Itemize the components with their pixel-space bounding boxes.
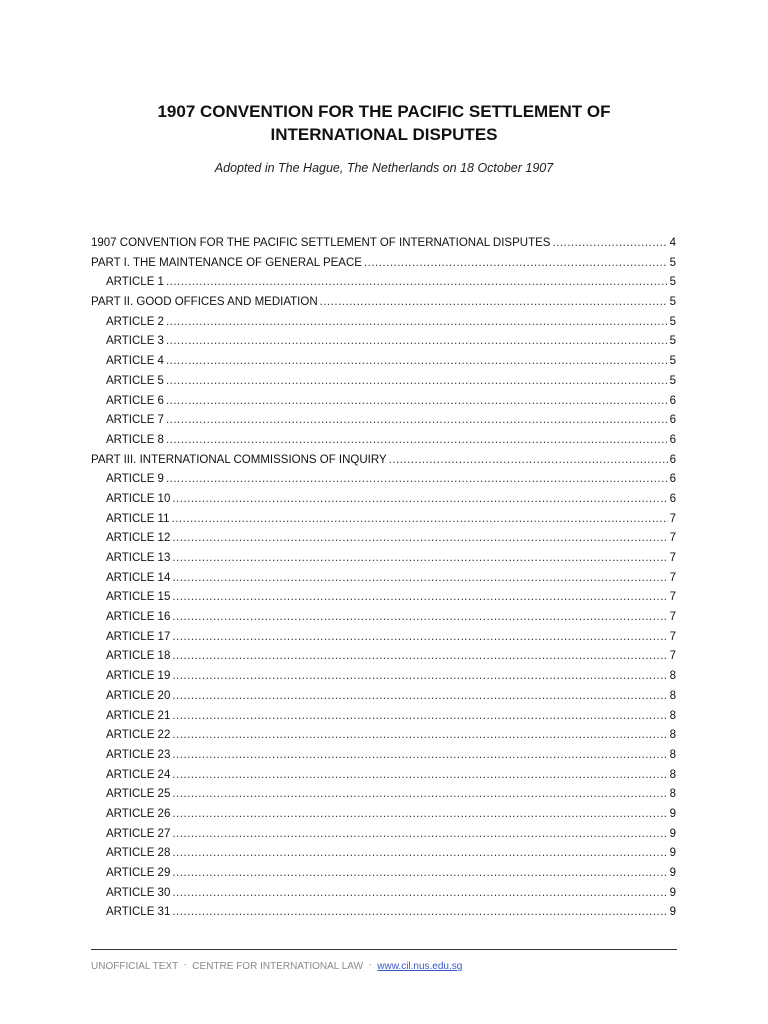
toc-article-entry[interactable]: [91, 903, 676, 923]
toc-dot-leader: [172, 766, 667, 786]
toc-article-entry[interactable]: [91, 332, 676, 352]
toc-page-number: 8: [669, 729, 676, 742]
footer-centre-name: CENTRE FOR INTERNATIONAL LAW: [192, 961, 364, 972]
toc-entry-label: ARTICLE 8: [106, 433, 164, 446]
toc-dot-leader: [172, 569, 667, 589]
toc-dot-leader: [172, 687, 667, 707]
toc-page-number: 9: [669, 807, 676, 820]
toc-section-entry[interactable]: [91, 254, 676, 274]
toc-entry-label: ARTICLE 7: [106, 414, 164, 427]
toc-page-number: 8: [669, 709, 676, 722]
document-title: [0, 100, 768, 146]
toc-page-number: 6: [669, 394, 676, 407]
toc-page-number: 6: [669, 473, 676, 486]
toc-entry-label: ARTICLE 31: [106, 906, 171, 919]
toc-page-number: 9: [669, 906, 676, 919]
toc-article-entry[interactable]: [91, 785, 676, 805]
toc-article-entry[interactable]: [91, 313, 676, 333]
toc-page-number: 5: [669, 355, 676, 368]
toc-article-entry[interactable]: [91, 273, 676, 293]
toc-dot-leader: [166, 431, 668, 451]
toc-dot-leader: [166, 313, 668, 333]
footer-unofficial-text: UNOFFICIAL TEXT: [91, 961, 179, 972]
toc-article-entry[interactable]: [91, 805, 676, 825]
toc-article-entry[interactable]: [91, 647, 676, 667]
toc-page-number: 5: [669, 335, 676, 348]
document-title-line-1: 1907 CONVENTION FOR THE PACIFIC SETTLEMENT OF: [157, 102, 611, 121]
toc-article-entry[interactable]: [91, 510, 676, 530]
toc-dot-leader: [172, 510, 668, 530]
toc-page-number: 5: [669, 256, 676, 269]
toc-entry-label: ARTICLE 2: [106, 315, 164, 328]
toc-page-number: 5: [669, 296, 676, 309]
toc-entry-label: PART III. INTERNATIONAL COMMISSIONS OF INQUIRY: [91, 453, 387, 466]
toc-article-entry[interactable]: [91, 470, 676, 490]
toc-page-number: 9: [669, 847, 676, 860]
toc-dot-leader: [172, 707, 667, 727]
toc-article-entry[interactable]: [91, 726, 676, 746]
toc-page-number: 5: [669, 315, 676, 328]
toc-entry-label: ARTICLE 5: [106, 374, 164, 387]
toc-page-number: 9: [669, 886, 676, 899]
toc-article-entry[interactable]: [91, 687, 676, 707]
document-title-line-2: INTERNATIONAL DISPUTES: [270, 125, 498, 144]
toc-dot-leader: [172, 490, 667, 510]
toc-article-entry[interactable]: [91, 372, 676, 392]
footer-website-link[interactable]: www.cil.nus.edu.sg: [377, 961, 463, 972]
toc-article-entry[interactable]: [91, 746, 676, 766]
toc-page-number: 7: [669, 512, 676, 525]
toc-entry-label: ARTICLE 25: [106, 788, 171, 801]
toc-dot-leader: [172, 903, 667, 923]
toc-dot-leader: [172, 667, 667, 687]
toc-page-number: 8: [669, 788, 676, 801]
toc-article-entry[interactable]: [91, 864, 676, 884]
toc-article-entry[interactable]: [91, 490, 676, 510]
toc-page-number: 8: [669, 689, 676, 702]
toc-page-number: 6: [669, 453, 676, 466]
toc-entry-label: ARTICLE 24: [106, 768, 171, 781]
toc-article-entry[interactable]: [91, 392, 676, 412]
toc-entry-label: ARTICLE 15: [106, 591, 171, 604]
toc-dot-leader: [172, 726, 667, 746]
footer-separator: -: [183, 960, 187, 969]
toc-entry-label: ARTICLE 26: [106, 807, 171, 820]
table-of-contents: [91, 234, 676, 923]
toc-page-number: 8: [669, 748, 676, 761]
toc-page-number: 5: [669, 276, 676, 289]
toc-article-entry[interactable]: [91, 766, 676, 786]
toc-page-number: 6: [669, 492, 676, 505]
footer-divider: [91, 949, 677, 950]
toc-entry-label: ARTICLE 9: [106, 473, 164, 486]
toc-dot-leader: [166, 273, 668, 293]
toc-dot-leader: [166, 372, 668, 392]
toc-article-entry[interactable]: [91, 884, 676, 904]
toc-entry-label: 1907 CONVENTION FOR THE PACIFIC SETTLEMENT OF INTERNATIONAL DISPUTES: [91, 237, 551, 249]
toc-entry-label: ARTICLE 18: [106, 650, 171, 663]
toc-entry-label: ARTICLE 23: [106, 748, 171, 761]
toc-section-entry[interactable]: [91, 451, 676, 471]
toc-dot-leader: [172, 647, 667, 667]
toc-dot-leader: [166, 392, 668, 412]
toc-page-number: 9: [669, 827, 676, 840]
toc-dot-leader: [172, 844, 667, 864]
toc-dot-leader: [172, 805, 667, 825]
toc-entry-label: ARTICLE 11: [106, 512, 170, 525]
toc-dot-leader: [166, 332, 668, 352]
toc-section-entry[interactable]: [91, 234, 676, 254]
document-subtitle: Adopted in The Hague, The Netherlands on 18 October 1907: [214, 161, 554, 175]
toc-entry-label: ARTICLE 1: [106, 276, 164, 289]
toc-dot-leader: [172, 529, 667, 549]
toc-page-number: 7: [669, 650, 676, 663]
toc-page-number: 7: [669, 532, 676, 545]
page-footer: [91, 958, 462, 974]
toc-entry-label: ARTICLE 28: [106, 847, 171, 860]
toc-dot-leader: [166, 470, 668, 490]
toc-dot-leader: [172, 746, 667, 766]
toc-entry-label: ARTICLE 20: [106, 689, 171, 702]
toc-article-entry[interactable]: [91, 569, 676, 589]
toc-page-number: 7: [669, 630, 676, 643]
toc-dot-leader: [172, 608, 667, 628]
toc-entry-label: PART I. THE MAINTENANCE OF GENERAL PEACE: [91, 256, 362, 269]
toc-article-entry[interactable]: [91, 628, 676, 648]
toc-entry-label: ARTICLE 19: [106, 670, 171, 683]
toc-dot-leader: [166, 352, 668, 372]
toc-article-entry[interactable]: [91, 352, 676, 372]
toc-page-number: 8: [669, 768, 676, 781]
toc-dot-leader: [364, 254, 668, 274]
toc-article-entry[interactable]: [91, 608, 676, 628]
toc-entry-label: ARTICLE 13: [106, 552, 171, 564]
toc-article-entry[interactable]: [91, 707, 676, 727]
toc-entry-label: ARTICLE 3: [106, 335, 164, 348]
toc-page-number: 7: [669, 571, 676, 584]
toc-entry-label: ARTICLE 21: [106, 709, 171, 722]
toc-entry-label: ARTICLE 6: [106, 394, 164, 407]
toc-page-number: 7: [669, 552, 676, 564]
toc-entry-label: ARTICLE 27: [106, 827, 171, 840]
toc-page-number: 7: [669, 611, 676, 624]
toc-article-entry[interactable]: [91, 588, 676, 608]
toc-entry-label: ARTICLE 29: [106, 867, 171, 879]
toc-article-entry[interactable]: [91, 549, 676, 569]
toc-article-entry[interactable]: [91, 825, 676, 845]
toc-page-number: 7: [669, 591, 676, 604]
toc-article-entry[interactable]: [91, 529, 676, 549]
toc-entry-label: ARTICLE 30: [106, 886, 171, 899]
toc-article-entry[interactable]: [91, 411, 676, 431]
toc-dot-leader: [172, 825, 667, 845]
toc-page-number: 9: [669, 867, 676, 879]
toc-page-number: 6: [669, 414, 676, 427]
toc-entry-label: ARTICLE 10: [106, 492, 171, 505]
toc-dot-leader: [172, 785, 667, 805]
toc-page-number: 4: [669, 237, 676, 249]
toc-page-number: 8: [669, 670, 676, 683]
toc-article-entry[interactable]: [91, 431, 676, 451]
toc-entry-label: ARTICLE 17: [106, 630, 171, 643]
toc-entry-label: ARTICLE 16: [106, 611, 171, 624]
toc-entry-label: PART II. GOOD OFFICES AND MEDIATION: [91, 296, 318, 309]
toc-page-number: 5: [669, 374, 676, 387]
toc-dot-leader: [389, 451, 668, 471]
toc-section-entry[interactable]: [91, 293, 676, 313]
toc-entry-label: ARTICLE 4: [106, 355, 164, 368]
toc-entry-label: ARTICLE 14: [106, 571, 171, 584]
footer-separator: -: [368, 960, 372, 969]
toc-page-number: 6: [669, 433, 676, 446]
toc-dot-leader: [172, 864, 667, 884]
toc-dot-leader: [166, 411, 668, 431]
toc-dot-leader: [172, 588, 667, 608]
toc-article-entry[interactable]: [91, 844, 676, 864]
toc-dot-leader: [172, 628, 667, 648]
toc-entry-label: ARTICLE 22: [106, 729, 171, 742]
toc-dot-leader: [320, 293, 668, 313]
toc-entry-label: ARTICLE 12: [106, 532, 171, 545]
toc-article-entry[interactable]: [91, 667, 676, 687]
toc-dot-leader: [172, 884, 667, 904]
toc-dot-leader: [172, 549, 667, 569]
toc-dot-leader: [552, 234, 667, 254]
